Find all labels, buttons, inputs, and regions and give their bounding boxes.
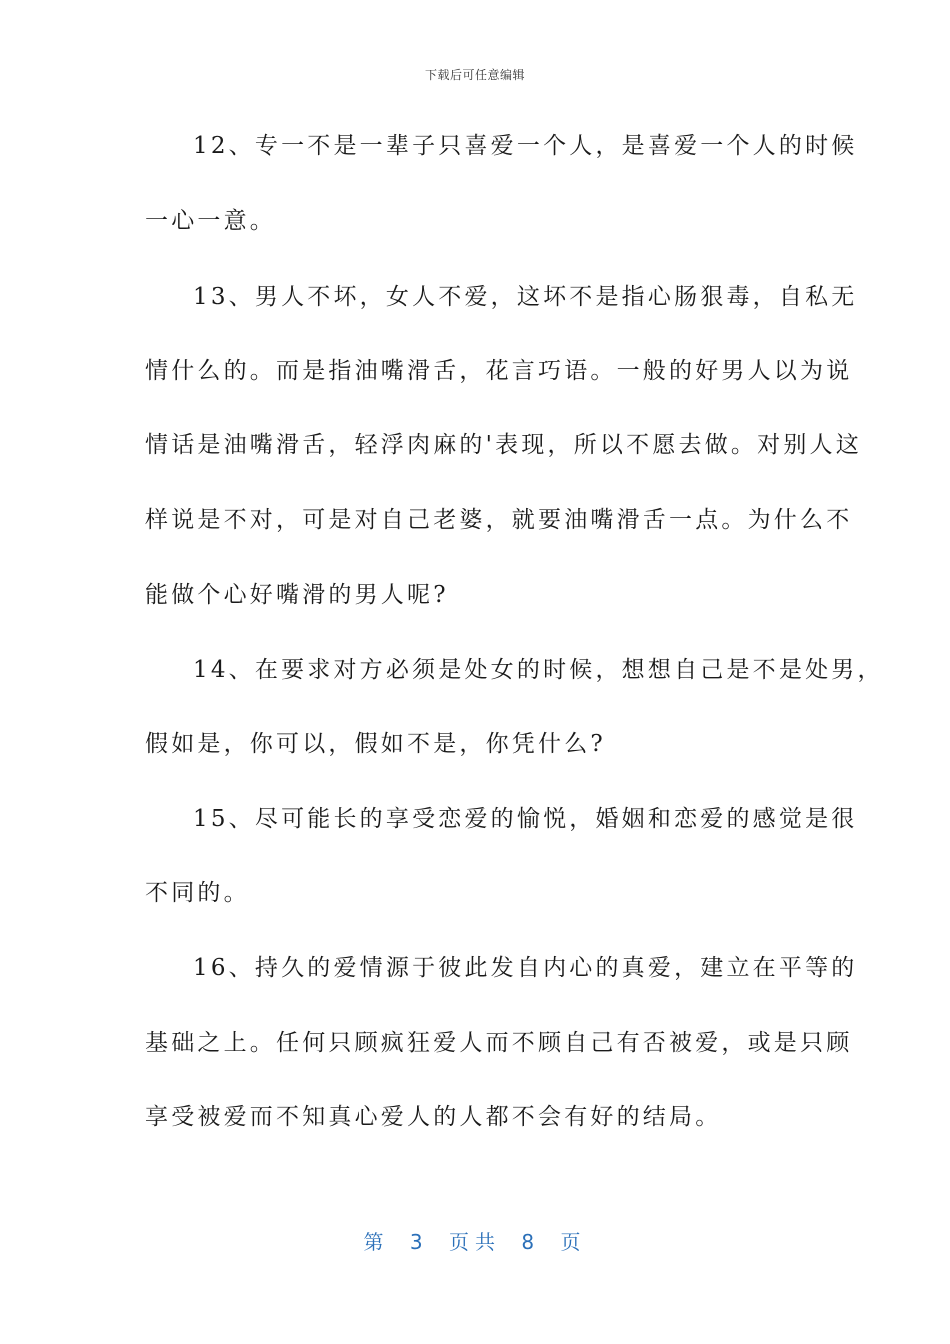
paragraph-16-line-3: 享受被爱而不知真心爱人的人都不会有好的结局。	[145, 1104, 722, 1130]
footer-prefix: 第	[363, 1230, 390, 1254]
footer-suffix: 页	[560, 1230, 587, 1254]
paragraph-13-line-2: 情什么的。而是指油嘴滑舌，花言巧语。一般的好男人以为说	[145, 358, 853, 384]
page-header: 下载后可任意编辑	[424, 68, 525, 82]
paragraph-15-line-1: 15、尽可能长的享受恋爱的愉悦，婚姻和恋爱的感觉是很	[193, 806, 858, 832]
paragraph-15-line-2: 不同的。	[145, 880, 250, 906]
page-footer	[0, 1226, 950, 1255]
paragraph-16-line-1: 16、持久的爱情源于彼此发自内心的真爱，建立在平等的	[193, 955, 858, 981]
paragraph-14-line-2: 假如是，你可以，假如不是，你凭什么?	[145, 731, 606, 757]
footer-total-pages: 8	[521, 1230, 541, 1254]
paragraph-16-line-2: 基础之上。任何只顾疯狂爱人而不顾自己有否被爱，或是只顾	[145, 1030, 853, 1056]
footer-middle: 页共	[449, 1230, 501, 1254]
paragraph-12-line-1: 12、专一不是一辈子只喜爱一个人，是喜爱一个人的时候	[193, 133, 858, 159]
paragraph-12-line-2: 一心一意。	[145, 208, 276, 234]
paragraph-13-line-4: 样说是不对，可是对自己老婆，就要油嘴滑舌一点。为什么不	[145, 507, 853, 533]
paragraph-14-line-1: 14、在要求对方必须是处女的时候，想想自己是不是处男，	[193, 657, 884, 683]
paragraph-13-line-1: 13、男人不坏，女人不爱，这坏不是指心肠狠毒，自私无	[193, 284, 858, 310]
paragraph-13-line-3: 情话是油嘴滑舌，轻浮肉麻的'表现，所以不愿去做。对别人这	[145, 432, 862, 458]
paragraph-13-line-5: 能做个心好嘴滑的男人呢?	[145, 582, 449, 608]
footer-current-page: 3	[409, 1230, 429, 1254]
